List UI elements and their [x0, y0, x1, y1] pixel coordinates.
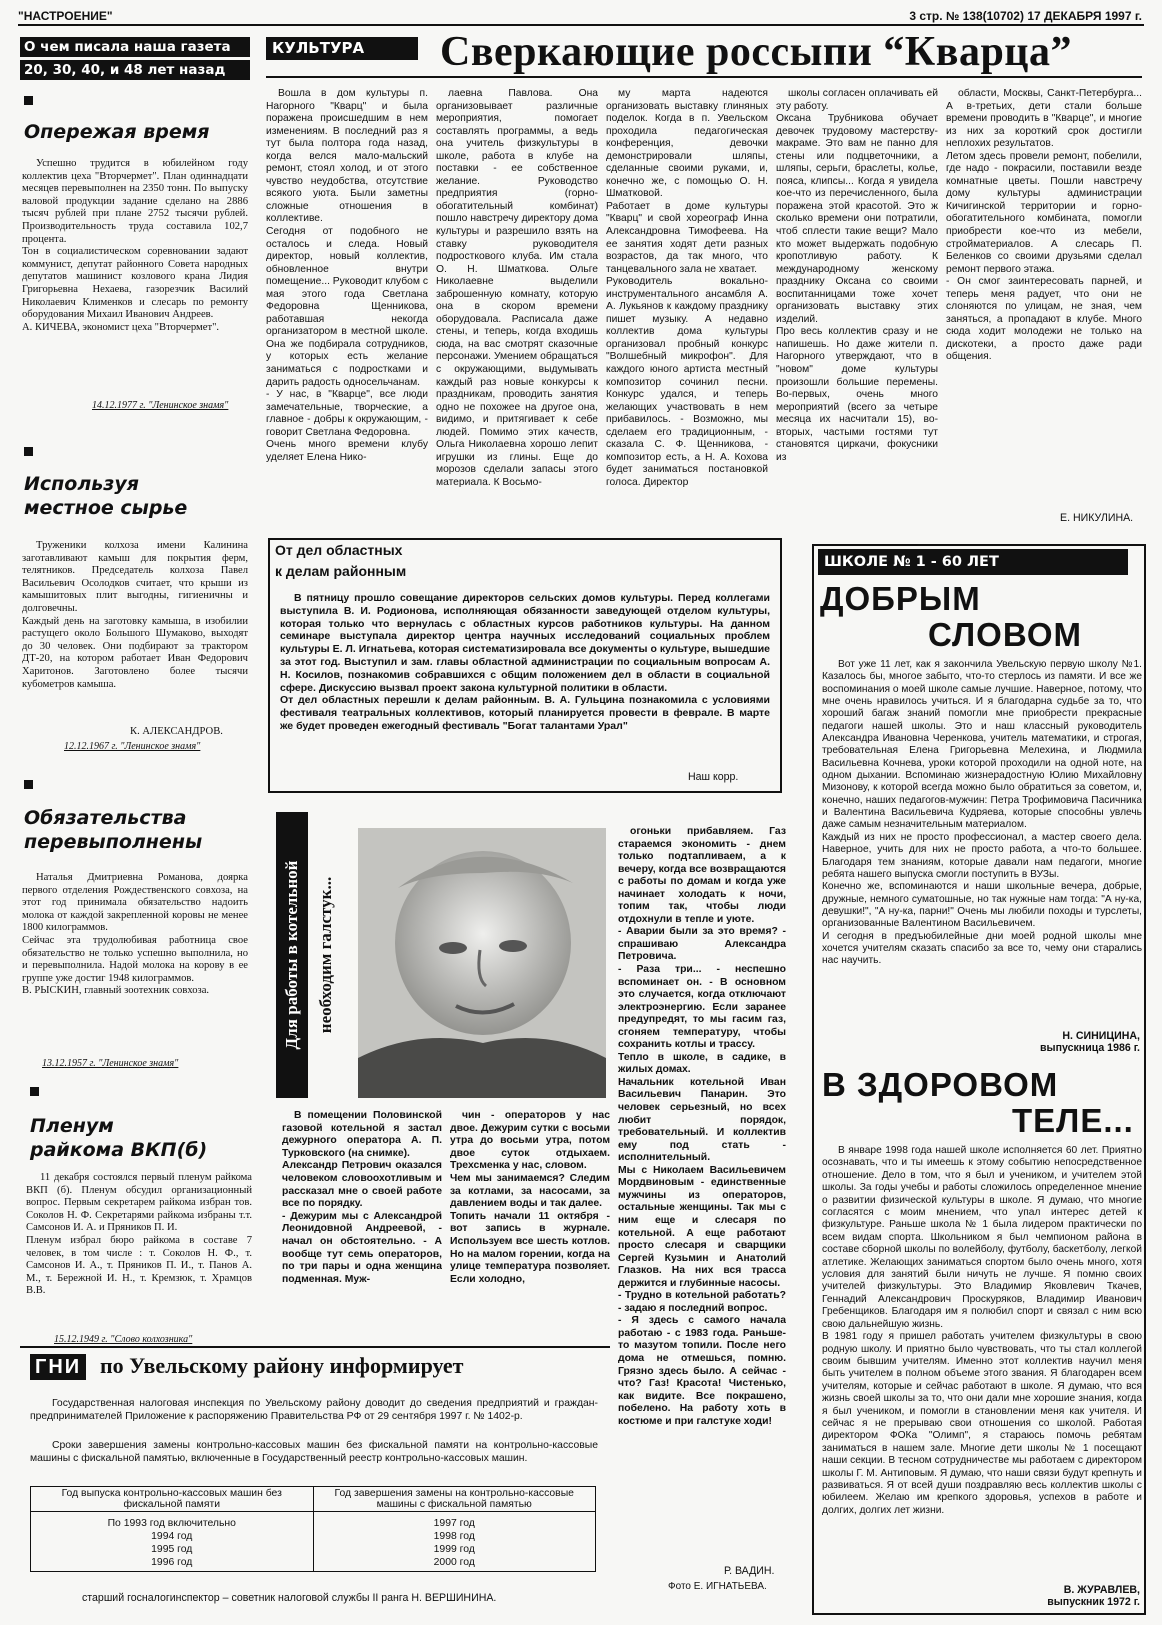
bullet-square — [24, 780, 33, 789]
regional-title-line1: От дел областных — [275, 541, 495, 559]
signature: В. ЖУРАВЛЕВ, выпускник 1972 г. — [1047, 1584, 1140, 1608]
article-column: Вошла в дом культуры п. Нагорного "Кварц" и была поражена происшедшим в нем изменениям. В последний раз я тут была полтора года назад, когда велся мало-мальский ремонт, стоял холод, и от этого чувство неудобства, отсутствие всякого уюта. Были заметны сложные отношения в коллективе. Сегодня от подобного не осталось и следа. Новый директор, новый коллектив, обновленное внутри помещение... Руководит клубом с мая этого года Светлана Федоровна Щенникова, работавшая некогда организатором в местной школе. Она же подбирала сотрудников, у которых есть желание заниматься с подростками и дарить радость односельчанам. - У нас, в "Кварце", все люди замечательные, творческие, а главное - добры к окружающим, - говорит Светлана Федоровна. Очень много времени клубу уделяет Елена Нико- — [266, 88, 428, 463]
headline-part1: В ЗДОРОВОМ — [822, 1066, 1059, 1103]
tax-rule — [20, 1346, 610, 1348]
headline-part1: ДОБРЫМ — [820, 580, 981, 617]
history-rubric-line2: 20, 30, 40, и 48 лет назад — [20, 60, 250, 80]
regional-title-line2: к делам районным — [275, 562, 495, 580]
signature: старший госналогинспектор – советник налоговой службы II ранга Н. ВЕРШИНИНА. — [82, 1592, 497, 1604]
source-citation: 12.12.1967 г. "Ленинское знамя" — [64, 741, 201, 752]
headline-rule — [266, 76, 1142, 78]
school-rubric: ШКОЛЕ № 1 - 60 ЛЕТ — [818, 549, 1128, 575]
tax-paragraph: Государственная налоговая инспекция по Увельскому району доводит до сведения предприятий и граждан-предпринимателей Приложение к распоряжению Правительства РФ от 29 сентября 1997 г. № 1402-р. — [30, 1398, 598, 1422]
article-body: Наталья Дмитриевна Романова, доярка первого отделения Рождественского совхоза, на этот год принимала обязательство надоить молока от каждой закрепленной коровы не менее 1800 килограммов. Сейчас эта трудолюбивая работница свое обязательство не только успешно выполнила, но и перевыполнила. Надой молока на корову в ее группе уже достиг 1948 килограммов. В. РЫСКИН, главный зоотехник совхоза. — [22, 872, 248, 997]
table-cell: 1999 год — [313, 1543, 596, 1556]
article-body: Труженики колхоза имени Калинина заготавливают камыш для покрытия ферм, телятников. Председатель колхоза Павел Васильевич Осолодков считает, что крыши из камышитовых плит выгодны, гигиеничны и долговечны. Каждый день на заготовку камыша, в изобилии растущего около Большого Шумаково, выходят до 30 человек. Они подбирают за трактором ДТ-20, на котором работает Иван Федорович Харитонов. Заготовлено более тысячи кубометров камыша. — [22, 540, 248, 690]
paper-name: "НАСТРОЕНИЕ" — [18, 9, 113, 23]
table-cell: По 1993 год включительно — [31, 1512, 314, 1531]
tax-headline: по Увельскому району информирует — [100, 1353, 464, 1378]
article-title: Обязательства перевыполнены — [24, 807, 203, 853]
signature: Н. СИНИЦИНА, выпускница 1986 г. — [1040, 1030, 1140, 1054]
table-cell: 1996 год — [31, 1556, 314, 1572]
vertical-title-line1: Для работы в котельной — [282, 860, 301, 1050]
article-column: В помещении Половинской газовой котельной я застал дежурного оператора А. П. Турковского (на снимке). Александр Петрович оказался человеком словоохотливым и рассказал мне о своей работе все по порядку. - Дежурим мы с Александрой Леонидовной Андреевой, - начал он обстоятельно. - А вообще тут семь операторов, по три пары и одна женщина подменная. Муж- — [282, 1110, 442, 1285]
table-row — [31, 1512, 596, 1531]
article-column: области, Москвы, Санкт-Петербурга... А в-третьих, дети стали больше времени проводить в "Кварце", и многие из них за короткий срок достигли неплохих результатов. Летом здесь провели ремонт, побелили, где надо - покрасили, поставили везде комнатные цветы. Пошли навстречу дому культуры администрации Кичигинской территории и горно-обогатительного комбината, помогли приобрести кое-что из мебели, стройматериалов. А слесарь П. Беленков со своими друзьями сделал ремонт первого этажа. - Он смог заинтересовать парней, и теперь меня радует, что они не слоняются по улицам, не зная, чем заняться, а пропадают в клубе. Много сюда ходит молодежи не только на дискотеки, а просто даже ради общения. — [946, 88, 1142, 363]
photo-credit: Фото Е. ИГНАТЬЕВА. — [668, 1581, 767, 1592]
school-box — [812, 544, 1146, 1615]
article-body: Вот уже 11 лет, как я закончила Увельскую первую школу №1. Казалось бы, многое забыто, что-то стерлось из памяти. И все же воспоминания о моей школе самые лучшие. Наверное, потому, что мне очень нравилось учиться. И я благодарна судьбе за то, что хороший багаж знаний помогли мне приобрести прекрасные педагоги нашей школы. Это и наш классный руководитель Александра Ивановна Черенкова, учитель математики, и строгая, требовательная Елена Григорьевна Мелехина, и Людмила Васильевна Кочнева, уроки которой проходили на одной ноте, на одном дыхании. Вспоминаю жизнерадостную Юлию Михайловну Мизонову, к которой всегда можно было обратиться за советом, и, конечно, наших педагогов-мужчин: Петра Трофимовича Пасичника и Валентина Васильевича Кудряева, которые способны увлечь даже самым незначительным материалом. Каждый из них не просто профессионал, а мастер своего дела. Наверное, учить для них не просто работа, а что-то большее. Благодаря тем знаниям, которые давали нам педагоги, многие ребята нашего выпуска смогли поступить в ВУЗы. Конечно же, вспоминаются и наши школьные вечера, добрые, дружные, немного суматошные, но так нужные нам тогда: "А ну-ка, девушки!", "А ну-ка, парни!" Очень мы любили походы и турслеты, организованные Валентином Васильевичем. И сегодня в предъюбилейные дни моей родной школы мне хочется учителям сказать спасибо за все то, чему они старались нас научить. — [822, 659, 1142, 967]
source-citation: 14.12.1977 г. "Ленинское знамя" — [92, 400, 229, 411]
table-header: Год завершения замены на контрольно-кассовые машины с фискальной памятью — [313, 1487, 596, 1512]
tax-paragraph: Сроки завершения замены контрольно-кассовых машин без фискальной памяти на контрольно-кассовые машины с фискальной памятью, включенные в Государственный реестр контрольно-кассовых машин. — [30, 1440, 598, 1464]
regional-body: В пятницу прошло совещание директоров сельских домов культуры. Перед коллегами выступила В. И. Родионова, исполняющая обязанности заведующей отделом культуры, которая только что вернулась с областных курсов работников культуры. На данном семинаре выступала директор центра научных исследований социальных проблем культуры Е. Л. Игнатьева, которая систематизировала все документы о культуре, вышедшие за этот год. Выступил и зам. главы областной администрации по социальным вопросам А. Н. Косилов, познакомив собравшихся с общим положением дел в области в социальной сфере. Дискуссию вызвал проект закона культурной политики в области. От дел областных перешли к делам районным. В. А. Гульцина познакомила с условиями фестиваля театральных коллективов, который планируется провести в феврале. В марте же будет проведен ежегодный фестиваль "Богат талантами Урал" — [280, 592, 770, 732]
signature: Наш корр. — [688, 771, 739, 783]
history-rubric-line1: О чем писала наша газета — [20, 37, 250, 57]
table-cell: 1994 год — [31, 1530, 314, 1543]
signature: Е. НИКУЛИНА. — [1060, 512, 1134, 524]
table-cell: 1995 год — [31, 1543, 314, 1556]
tax-table — [30, 1486, 596, 1572]
headline-part2: СЛОВОМ — [928, 616, 1083, 653]
bullet-square — [24, 96, 33, 105]
article-column: чин - операторов у нас двое. Дежурим сутки с восьми утра до восьми утра, потом двое суток отдыхаем. Трехсменка у нас, словом. Чем мы занимаемся? Следим за котлами, за насосами, за давлением воды и так далее. Топить начали 11 октября - вот запись в журнале. Используем все шесть котлов. Но на малом горении, когда на улице температура позволяет. Если холодно, — [450, 1110, 610, 1285]
table-header: Год выпуска контрольно-кассовых машин без фискальной памяти — [31, 1487, 314, 1512]
article-body: Успешно трудится в юбилейном году коллектив цеха "Вторчермет". План одиннадцати месяцев перевыполнен на 2350 тонн. По выпуску валовой продукции задание сделано на 2886 тысяч рублей при плане 2752 тысячи рублей. Производительность труда составила 102,7 процента. Тон в социалистическом соревновании задают коммунист, депутат районного Совета народных депутатов машинист козлового крана Лидия Григорьевна Нехаева, газорезчик Василий Николаевич Клименков и слесарь по ремонту оборудования Михаил Иванович Андреев. А. КИЧЕВА, экономист цеха "Вторчермет". — [22, 158, 248, 333]
table-cell: 2000 год — [313, 1556, 596, 1572]
article-body: 11 декабря состоялся первый пленум райкома ВКП (б). Пленум обсудил организационный вопрос. Первым секретарем райкома избран тов. Соколов Н. Ф. Секретарями райкома избраны т.т. Самсонов И. А. и Пряников П. И. Пленум избрал бюро райкома в составе 7 человек, в том числе : т. Соколов Н. Ф., т. Самсонов И. А., т. Пряников П. И., т. Панов А. М., т. Бережной И. Н., т. Кремзюк, т. Храмцов В.В. — [26, 1172, 252, 1297]
headline: Сверкающие россыпи “Кварца” — [440, 29, 1072, 75]
table-row — [31, 1530, 596, 1543]
issue-info: 3 стр. № 138(10702) 17 ДЕКАБРЯ 1997 г. — [909, 9, 1142, 23]
culture-rubric: КУЛЬТУРА — [266, 37, 418, 60]
bullet-square — [24, 447, 33, 456]
table-row — [31, 1543, 596, 1556]
masthead-rule — [18, 24, 1144, 26]
signature: Р. ВАДИН. — [724, 1565, 775, 1577]
vertical-title-line2: необходим галстук... — [316, 876, 335, 1034]
article-column: му марта надеются организовать выставку глиняных поделок. Когда в п. Увельском проходила педагогическая конференция, девочки демонстрировали шляпы, сделанные своими руками, и, конечно же, с помощью О. Н. Шматковой. Работает в доме культуры "Кварц" и свой хореограф Инна Александровна Тимофеева. На ее занятия ходят дети разных возрастов, да так много, что танцевального зала не хватает. Руководитель вокально-инструментального ансамбля А. А. Лукьянов к каждому празднику пишет музыку. А недавно коллектив дома культуры организовал пробный конкурс "Волшебный микрофон". Для каждого юного артиста местный композитор сочинил песни. Конкурс удался, и теперь желающих участвовать в нем прибавилось. - Возможно, мы сделаем его традиционным, - сказала С. Ф. Щенникова, - композитор есть, а Н. А. Кохова будет заниматься постановкой голоса. Директор — [606, 88, 768, 488]
signature: К. АЛЕКСАНДРОВ. — [130, 726, 223, 737]
source-citation: 13.12.1957 г. "Ленинское знамя" — [42, 1058, 179, 1069]
headline-part2: ТЕЛЕ... — [1012, 1102, 1134, 1139]
gni-logo: ГНИ — [30, 1354, 86, 1380]
article-title: Используя местное сырье — [24, 473, 188, 519]
vertical-title — [276, 812, 346, 1098]
bullet-square — [30, 1087, 39, 1096]
article-column: школы согласен оплачивать ей эту работу. Оксана Трубникова обучает девочек трудовому мастерству-макраме. Это вам не панно для стены или подцветочники, а шляпы, серьги, браслеты, колье, пояса, клипсы... Когда я увидела кое-что из перечисленного, была поражена этой красотой. Это ж сколько времени они потратили, чтоб сплести такие вещи? Мало кто может выдержать подобную кропотливую работу. К международному женскому празднику Оксана со своими воспитанницами тоже хочет организовать выставку этих изделий. Про весь коллектив сразу и не напишешь. Но даже жители п. Нагорного утверждают, что в "новом" доме культуры произошли большие перемены. Во-первых, очень много мероприятий (всего за четыре месяца их насчитали 15), во-вторых, частыми гостями тут становятся циркачи, фокусники из — [776, 88, 938, 463]
portrait-photo — [358, 828, 606, 1098]
article-column: лаевна Павлова. Она организовывает различные мероприятия, помогает составлять программы, а ведь она учитель физкультуры в школе, работа в клубе на поставки - ее собственное желание. Руководство предприятия (горно-обогатительный комбинат) пошло навстречу директору дома культуры и разрешило взять на ставку руководителя подросткового клуба. Им стала О. Н. Шматкова. Ольге Николаевне выделили заброшенную комнату, которую она в скором времени оборудовала. Расписала даже стены, и теперь, когда входишь сюда, на вас смотрят сказочные персонажи. Умением обращаться с окружающими, выдумывать каждый раз новые конкурсы к праздникам, проводить занятия одно не похожее на другое она, видимо, и притягивает к себе людей. Помимо этих качеств, Ольга Николаевна хорошо лепит игрушки из глины. Еще до морозов сделали запасы этого материала. К Восьмо- — [436, 88, 598, 488]
article-body: В январе 1998 года нашей школе исполняется 60 лет. Приятно осознавать, что и ты имеешь к этому событию непосредственное отношение. Дело в том, что я был и учеником, и учителем этой школы. За годы учебы и работы сложилось определенное мнение о развитии физической культуры в школе. Я думаю, что многие согласятся с моим мнением, что упал интерес детей к физкультуре. Раньше школа № 1 была лидером практически по всем видам спорта. Школьником я был чемпионом района в составе сборной школы по волейболу, футболу, баскетболу, легкой атлетике. Желающих заниматься спортом было очень много, хотя условия для занятий были ничуть не лучше. Я помню своих учителей физкультуры. Это Владимир Яковлевич Ткачев, Геннадий Александрович Проскуряков, Владимир Иванович Гребенщиков. Благодаря им я полюбил спорт и связал с ним всю свою дальнейшую жизнь. В 1981 году я пришел работать учителем физкультуры в свою родную школу. И приятно было чувствовать, что ты стал коллегой своим бывшим учителям. Именно этот коллектив научил меня быть учителем в полном объеме этого звания. Я благодарен всем учителям, которые и сейчас работают в школе. Я думаю, что вся жизнь своей школы за то, что они дали мне хорошие знания, когда я был учеником, и помогли в становлении меня как учителя. И сейчас я не прерываю свои отношения со школой. Работая директором ФОКа "Олимп", я стараюсь помочь ребятам заниматься в нашем зале. Многие дети школы № 1 посещают наши секции. В тесном сотрудничестве мы работаем с директором школы Г. М. Антиповым. Я думаю, что наши связи будут крепнуть и развиваться. Я от всей души поздравляю весь коллектив школы с юбилеем. Желаю им крепкого здоровья, успехов в работе и долгих, долгих лет жизни. — [822, 1145, 1142, 1516]
table-cell: 1997 год — [313, 1512, 596, 1531]
article-column: огоньки прибавляем. Газ стараемся экономить - днем только подтапливаем, а к вечеру, когда все возвращаются с работы по домам и когда уже начинает холодать к ночи, топим так, чтобы люди отдохнули в тепле и уюте. - Аварии были за это время? - спрашиваю Александра Петровича. - Раза три... - неспешно вспоминает он. - В основном это случается, когда отключают электроэнергию. Если заранее предупредят, то мы гасим газ, сгоняем температуру, чтобы сохранить котлы и трассу. Тепло в школе, в садике, в жилых домах. Начальник котельной Иван Васильевич Панарин. Это человек серьезный, но всех любит порядок, требовательный. И коллектив ему под стать - исполнительный. Мы с Николаем Васильевичем Мордвиновым - единственные мужчины из операторов, остальные женщины. Так мы с ним еще и слесаря по котельной. А еще работают просто слесаря и сварщики Сергей Кузьмин и Анатолий Глазков. На них вся трасса держится и глубинные насосы. - Трудно в котельной работать? - задаю я последний вопрос. - Я здесь с самого начала работаю - с 1983 года. Раньше-то мазутом топили. После него дома не отмешься, помню. Грязно здесь было. А сейчас - что? Газ! Красота! Чистенько, как видите. Все покрашено, побелено. На работу хоть в костюме и при галстуке ходи! — [618, 826, 786, 1427]
table-row — [31, 1556, 596, 1572]
source-citation: 15.12.1949 г. "Слово колхозника" — [54, 1334, 193, 1345]
table-cell: 1998 год — [313, 1530, 596, 1543]
article-title: Пленум райкома ВКП(б) — [30, 1115, 208, 1161]
article-title: Опережая время — [24, 121, 210, 143]
